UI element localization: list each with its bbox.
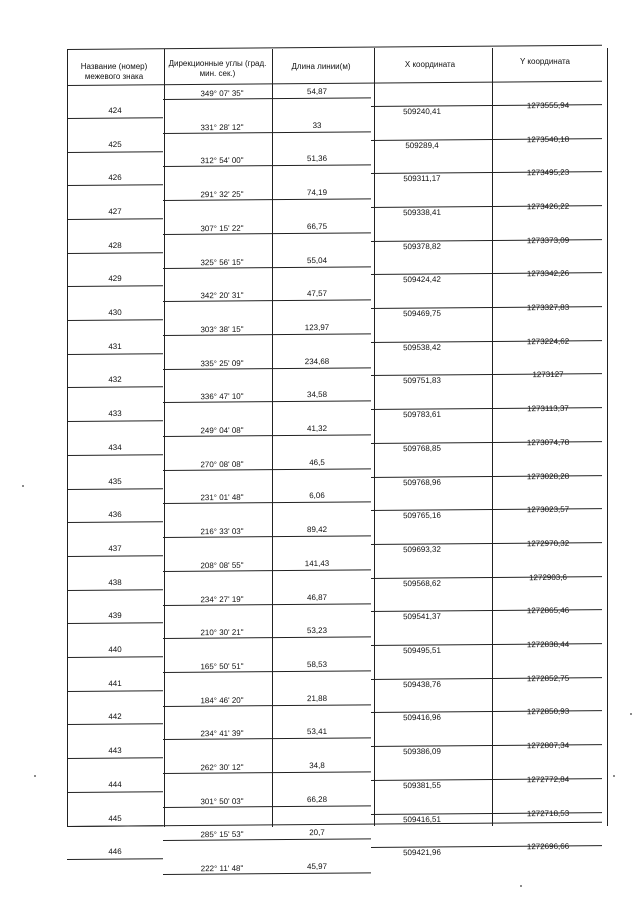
line-length-cell: 54,87 (306, 86, 328, 97)
x-coordinate-cell: 509768,96 (403, 477, 441, 487)
line-length-cell: 21,88 (306, 693, 328, 703)
table-rule (67, 623, 163, 625)
direction-angle-cell: 307° 15' 22" (200, 223, 244, 234)
table-rule (67, 656, 163, 658)
boundary-point-name: 427 (108, 206, 122, 217)
y-coordinate-cell: 1272718,53 (526, 808, 570, 818)
direction-angle-cell: 216° 33' 03" (200, 526, 244, 537)
table-column-rule (374, 48, 375, 826)
y-coordinate-cell: 1273327,83 (526, 302, 570, 313)
table-rule (67, 117, 163, 119)
table-rule (67, 151, 163, 153)
x-coordinate-cell: 509495,51 (403, 645, 441, 656)
x-coordinate-cell: 509421,96 (403, 848, 441, 858)
line-length-cell: 46,5 (309, 457, 325, 467)
x-coordinate-cell: 509765,16 (403, 511, 441, 521)
y-coordinate-cell: 1273540,18 (526, 134, 570, 144)
boundary-point-name: 434 (108, 442, 122, 452)
x-coordinate-cell: 509240,41 (403, 106, 441, 117)
line-length-cell: 66,28 (306, 794, 328, 804)
line-length-cell: 34,8 (309, 760, 325, 771)
line-length-cell: 53,23 (306, 626, 328, 636)
y-coordinate-cell: 1273373,09 (526, 235, 570, 245)
boundary-point-name: 438 (108, 577, 122, 587)
direction-angle-cell: 336° 47' 10" (200, 392, 244, 402)
header-x-coordinate: X координата (404, 60, 456, 69)
y-coordinate-cell: 1272850,93 (526, 707, 570, 717)
boundary-point-name: 432 (108, 375, 122, 385)
direction-angle-cell: 249° 04' 08" (200, 425, 244, 436)
boundary-point-name: 425 (108, 139, 122, 149)
line-length-cell: 46,87 (306, 592, 328, 602)
line-length-cell: 51,36 (306, 154, 328, 164)
line-length-cell: 33 (312, 120, 322, 130)
y-coordinate-cell: 1273426,22 (526, 201, 570, 212)
table-rule (67, 555, 163, 557)
direction-angle-cell: 234° 41' 39" (200, 729, 244, 739)
boundary-point-name: 440 (108, 644, 122, 655)
y-coordinate-cell: 1273342,26 (526, 269, 570, 279)
boundary-point-name: 444 (108, 779, 122, 789)
table-rule (67, 724, 163, 726)
line-length-cell: 6,06 (309, 491, 325, 501)
y-coordinate-cell: 1272772,84 (526, 774, 570, 785)
header-line-length: Длина линии(м) (291, 62, 351, 71)
x-coordinate-cell: 509751,83 (403, 376, 441, 386)
direction-angle-cell: 222° 11' 48" (200, 863, 244, 874)
direction-angle-cell: 325° 56' 15" (200, 257, 244, 267)
y-coordinate-cell: 1273023,57 (526, 505, 570, 515)
table-rule (67, 690, 163, 692)
direction-angle-cell: 210° 30' 21" (200, 627, 244, 638)
line-length-cell: 234,68 (304, 356, 330, 366)
boundary-point-name: 441 (108, 678, 122, 688)
x-coordinate-cell: 509378,82 (403, 241, 441, 251)
direction-angle-cell: 285° 15' 53" (200, 830, 244, 840)
line-length-cell: 74,19 (306, 187, 328, 198)
table-rule (67, 521, 163, 523)
x-coordinate-cell: 509469,75 (403, 308, 441, 319)
y-coordinate-cell: 1273127 (532, 370, 564, 380)
x-coordinate-cell: 509438,76 (403, 679, 441, 689)
scan-speck (34, 775, 36, 777)
line-length-cell: 141,43 (304, 558, 330, 568)
direction-angle-cell: 312° 54' 00" (200, 156, 244, 166)
direction-angle-cell: 184° 46' 20" (200, 695, 244, 705)
x-coordinate-cell: 509416,96 (403, 713, 441, 723)
boundary-point-name: 445 (108, 813, 122, 823)
boundary-point-name: 426 (108, 173, 122, 183)
scan-speck (630, 713, 632, 715)
table-column-rule (67, 49, 68, 827)
line-length-cell: 47,57 (306, 289, 328, 299)
table-rule (67, 791, 163, 793)
table-rule (67, 488, 163, 490)
boundary-point-name: 431 (108, 341, 122, 351)
y-coordinate-cell: 1273224,62 (526, 336, 570, 346)
table-column-rule (607, 48, 608, 826)
y-coordinate-cell: 1272807,34 (526, 740, 570, 751)
direction-angle-cell: 234° 27' 19" (200, 594, 244, 604)
line-length-cell: 89,42 (306, 524, 328, 535)
direction-angle-cell: 291° 32' 25" (200, 189, 244, 200)
x-coordinate-cell: 509693,32 (403, 544, 441, 555)
direction-angle-cell: 208° 08' 55" (200, 560, 244, 571)
line-length-cell: 58,53 (306, 659, 328, 669)
x-coordinate-cell: 509538,42 (403, 342, 441, 352)
line-length-cell: 20,7 (309, 828, 325, 838)
direction-angle-cell: 342° 20' 31" (200, 290, 244, 301)
line-length-cell: 53,41 (306, 727, 328, 737)
direction-angle-cell: 262° 30' 12" (200, 762, 244, 773)
x-coordinate-cell: 509311,17 (403, 174, 441, 184)
y-coordinate-cell: 1273074,78 (526, 437, 570, 448)
line-length-cell: 45,97 (306, 861, 328, 872)
y-coordinate-cell: 1272903,6 (529, 572, 567, 582)
table-rule (67, 420, 163, 422)
y-coordinate-cell: 1272852,75 (526, 673, 570, 683)
boundary-point-name: 437 (108, 543, 122, 554)
table-rule (67, 589, 163, 591)
y-coordinate-cell: 1272865,46 (526, 606, 570, 616)
table-rule (67, 252, 163, 254)
header-point-name: Название (номер) межевого знака (80, 62, 148, 81)
direction-angle-cell: 231° 01' 48" (200, 493, 244, 503)
scan-speck (613, 775, 615, 777)
table-rule (67, 45, 602, 50)
boundary-point-name: 446 (108, 847, 122, 857)
table-rule (67, 858, 163, 860)
scan-speck (520, 885, 522, 887)
y-coordinate-cell: 1273028,28 (526, 471, 570, 481)
direction-angle-cell: 349° 07' 35" (200, 88, 244, 99)
x-coordinate-cell: 509338,41 (403, 207, 441, 218)
line-length-cell: 34,58 (306, 390, 328, 400)
x-coordinate-cell: 509416,51 (403, 814, 441, 824)
header-y-coordinate: Y координата (519, 57, 571, 66)
x-coordinate-cell: 509424,42 (403, 275, 441, 285)
line-length-cell: 66,75 (306, 221, 328, 231)
y-coordinate-cell: 1273495,23 (526, 168, 570, 178)
y-coordinate-cell: 1272838,44 (526, 639, 570, 650)
boundary-point-name: 429 (108, 274, 122, 284)
table-rule (67, 825, 163, 827)
direction-angle-cell: 303° 38' 15" (200, 324, 244, 335)
direction-angle-cell: 331° 28' 12" (200, 122, 244, 132)
y-coordinate-cell: 1273555,94 (526, 100, 570, 111)
table-rule (67, 218, 163, 220)
direction-angle-cell: 165° 50' 51" (200, 661, 244, 672)
boundary-point-name: 435 (108, 476, 122, 486)
boundary-point-name: 428 (108, 240, 122, 250)
line-length-cell: 41,32 (306, 423, 328, 434)
boundary-point-name: 430 (108, 307, 122, 318)
x-coordinate-cell: 509541,37 (403, 612, 441, 622)
x-coordinate-cell: 509381,55 (403, 780, 441, 791)
boundary-point-name: 443 (108, 746, 122, 756)
line-length-cell: 123,97 (304, 322, 330, 333)
direction-angle-cell: 301° 50' 03" (200, 796, 244, 806)
boundary-point-name: 433 (108, 409, 122, 419)
x-coordinate-cell: 509768,85 (403, 443, 441, 454)
boundary-point-name: 436 (108, 510, 122, 520)
direction-angle-cell: 270° 08' 08" (200, 459, 244, 469)
boundary-point-name: 442 (108, 712, 122, 722)
table-rule (67, 387, 163, 389)
y-coordinate-cell: 1272696,66 (526, 842, 570, 852)
x-coordinate-cell: 509386,09 (403, 746, 441, 757)
header-direction-angle: Дирекционные углы (град. мин. сек.) (168, 59, 267, 78)
boundary-point-name: 439 (108, 611, 122, 621)
y-coordinate-cell: 1272970,32 (526, 538, 570, 549)
table-rule (67, 454, 163, 456)
line-length-cell: 55,04 (306, 255, 328, 265)
boundary-point-name: 424 (108, 105, 122, 115)
x-coordinate-cell: 509783,61 (403, 409, 441, 420)
direction-angle-cell: 335° 25' 09" (200, 358, 244, 368)
table-rule (67, 286, 163, 288)
y-coordinate-cell: 1273113,37 (527, 403, 569, 414)
scan-speck (22, 485, 24, 487)
table-rule (67, 757, 163, 759)
x-coordinate-cell: 509289,4 (405, 140, 439, 150)
table-rule (67, 319, 163, 321)
x-coordinate-cell: 509568,62 (403, 578, 441, 588)
table-rule (67, 353, 163, 355)
table-rule (67, 184, 163, 186)
